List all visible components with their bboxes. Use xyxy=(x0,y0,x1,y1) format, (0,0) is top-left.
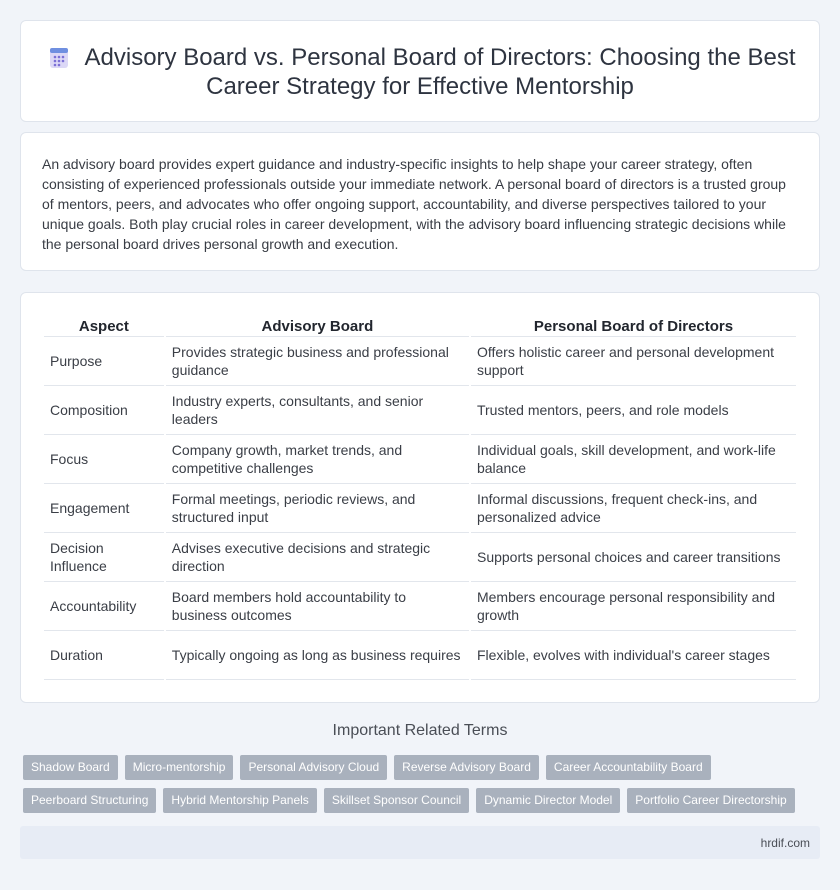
tag-skillset-sponsor-council[interactable]: Skillset Sponsor Council xyxy=(324,788,469,813)
tag-row xyxy=(23,755,823,780)
header-advisory-board: Advisory Board xyxy=(166,315,469,337)
header-personal-board: Personal Board of Directors xyxy=(471,315,796,337)
tag-row xyxy=(23,788,823,813)
cell-personal: Individual goals, skill development, and work-life balance xyxy=(471,435,796,484)
cell-personal: Informal discussions, frequent check-ins, and personalized advice xyxy=(471,484,796,533)
cell-advisory: Industry experts, consultants, and senior leaders xyxy=(166,386,469,435)
tag-personal-advisory-cloud[interactable]: Personal Advisory Cloud xyxy=(240,755,387,780)
tag-hybrid-mentorship-panels[interactable]: Hybrid Mentorship Panels xyxy=(163,788,316,813)
cell-personal: Flexible, evolves with individual's career stages xyxy=(471,631,796,680)
cell-aspect: Composition xyxy=(44,386,164,435)
cell-advisory: Typically ongoing as long as business requires xyxy=(166,631,469,680)
table-row xyxy=(44,582,796,631)
cell-aspect: Accountability xyxy=(44,582,164,631)
cell-personal: Members encourage personal responsibility and growth xyxy=(471,582,796,631)
header-aspect: Aspect xyxy=(44,315,164,337)
title-card xyxy=(20,20,820,122)
table-row xyxy=(44,484,796,533)
page-title xyxy=(21,43,819,101)
comparison-table xyxy=(42,315,798,680)
intro-paragraph: An advisory board provides expert guidance and industry-specific insights to help shape your career strategy, often consisting of experienced professionals outside your immediate network. A personal board of directors is a trusted group of mentors, peers, and advocates who offer ongoing support, accountability, and diverse perspectives tailored to your unique goals. Both play crucial roles in career development, with the advisory board influencing strategic decisions while the personal board drives personal growth and execution. xyxy=(42,156,786,252)
cell-personal: Offers holistic career and personal development support xyxy=(471,337,796,386)
table-row xyxy=(44,435,796,484)
cell-aspect: Purpose xyxy=(44,337,164,386)
tag-peerboard-structuring[interactable]: Peerboard Structuring xyxy=(23,788,156,813)
related-terms-list xyxy=(23,755,823,821)
cell-personal: Trusted mentors, peers, and role models xyxy=(471,386,796,435)
cell-advisory: Board members hold accountability to business outcomes xyxy=(166,582,469,631)
cell-aspect: Decision Influence xyxy=(44,533,164,582)
cell-aspect: Duration xyxy=(44,631,164,680)
tag-reverse-advisory-board[interactable]: Reverse Advisory Board xyxy=(394,755,539,780)
tag-shadow-board[interactable]: Shadow Board xyxy=(23,755,118,780)
intro-card xyxy=(20,132,820,271)
cell-aspect: Engagement xyxy=(44,484,164,533)
cell-personal: Supports personal choices and career transitions xyxy=(471,533,796,582)
cell-advisory: Advises executive decisions and strategic direction xyxy=(166,533,469,582)
table-row xyxy=(44,533,796,582)
footer-site-link[interactable]: hrdif.com xyxy=(760,836,810,850)
footer xyxy=(20,826,820,859)
tag-micro-mentorship[interactable]: Micro-mentorship xyxy=(125,755,234,780)
cell-advisory: Provides strategic business and professional guidance xyxy=(166,337,469,386)
tag-career-accountability-board[interactable]: Career Accountability Board xyxy=(546,755,711,780)
cell-aspect: Focus xyxy=(44,435,164,484)
tag-portfolio-career-directorship[interactable]: Portfolio Career Directorship xyxy=(627,788,794,813)
page-title-line2: Career Strategy for Effective Mentorship xyxy=(206,73,634,100)
table-row xyxy=(44,386,796,435)
cell-advisory: Formal meetings, periodic reviews, and structured input xyxy=(166,484,469,533)
table-row xyxy=(44,631,796,680)
comparison-card xyxy=(20,292,820,703)
related-terms-heading: Important Related Terms xyxy=(332,722,508,739)
cell-advisory: Company growth, market trends, and competitive challenges xyxy=(166,435,469,484)
table-row xyxy=(44,337,796,386)
tag-dynamic-director-model[interactable]: Dynamic Director Model xyxy=(476,788,620,813)
table-header-row xyxy=(44,315,796,337)
page-title-line1: Advisory Board vs. Personal Board of Directors: Choosing the Best xyxy=(84,44,796,71)
